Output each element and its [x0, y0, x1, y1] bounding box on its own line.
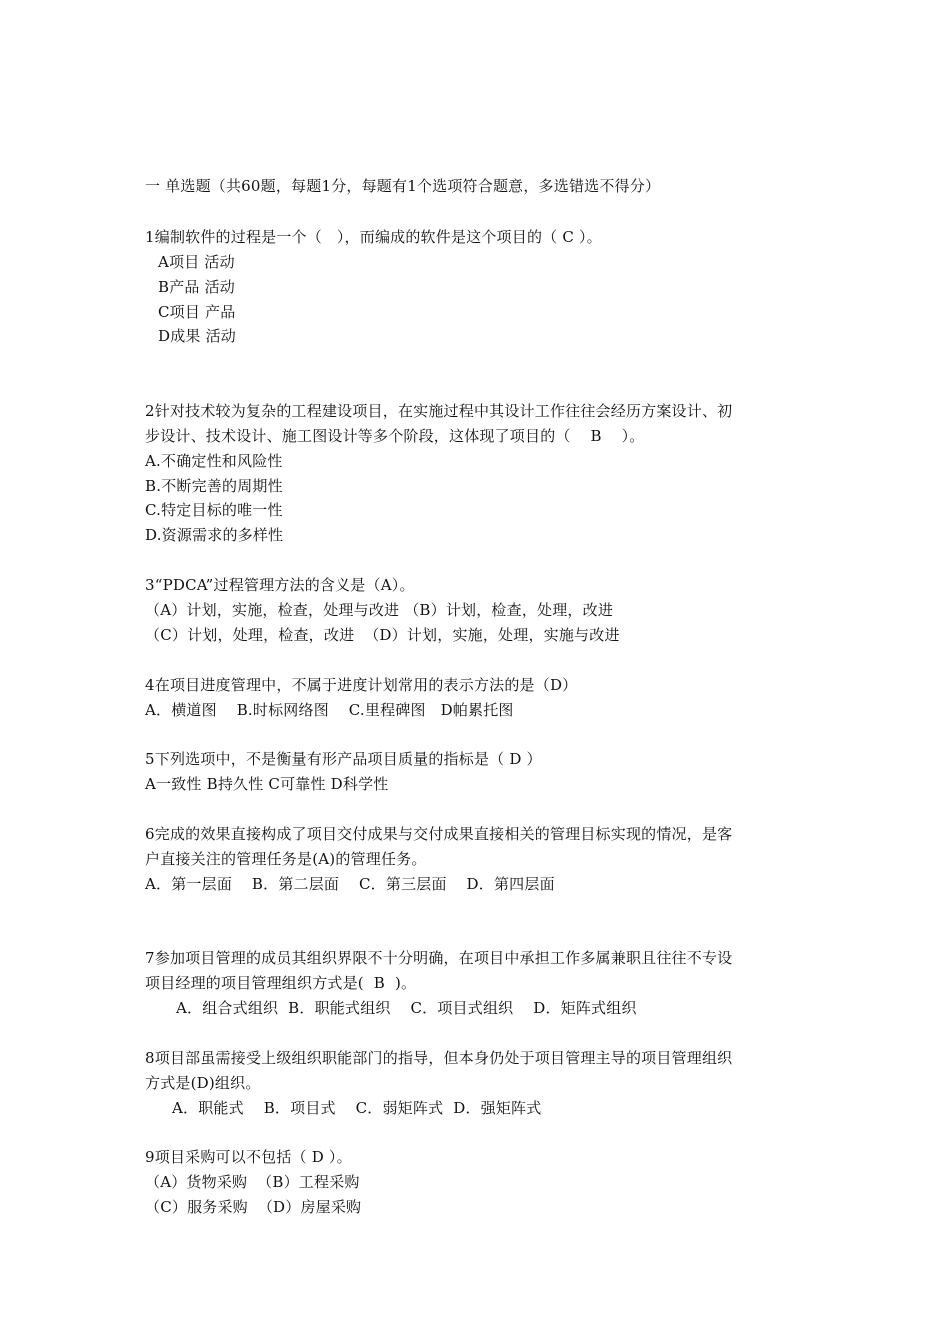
question-7-text-line-1: 7参加项目管理的成员其组织界限不十分明确，在项目中承担工作多属兼职且往往不专设	[145, 949, 733, 967]
question-6-text-line-1: 6完成的效果直接构成了项目交付成果与交付成果直接相关的管理目标实现的情况，是客	[145, 825, 733, 843]
question-2-option-c: C.特定目标的唯一性	[145, 501, 283, 519]
question-2-text-line-2: 步设计、技术设计、施工图设计等多个阶段，这体现了项目的（ B ）。	[145, 427, 645, 445]
question-4-text: 4在项目进度管理中，不属于进度计划常用的表示方法的是（D）	[145, 676, 578, 694]
question-6-text-line-2: 户直接关注的管理任务是(A)的管理任务。	[145, 850, 427, 868]
question-8-options: A．职能式 B．项目式 C．弱矩阵式 D．强矩阵式	[172, 1099, 542, 1117]
question-5-options: A一致性 B持久性 C可靠性 D科学性	[145, 775, 389, 793]
question-9-text: 9项目采购可以不包括（ D ）。	[145, 1148, 352, 1166]
question-2-option-d: D.资源需求的多样性	[145, 526, 284, 544]
question-7-options: A．组合式组织 B．职能式组织 C．项目式组织 D．矩阵式组织	[176, 999, 637, 1017]
question-8-text-line-2: 方式是(D)组织。	[145, 1074, 261, 1092]
question-1-option-d: D成果 活动	[158, 327, 236, 345]
question-5-text: 5下列选项中，不是衡量有形产品项目质量的指标是（ D ）	[145, 750, 542, 768]
question-1-option-b: B产品 活动	[158, 278, 235, 296]
question-3-text: 3“PDCA”过程管理方法的含义是（A）。	[145, 576, 415, 594]
question-6-options: A．第一层面 B．第二层面 C．第三层面 D．第四层面	[145, 875, 555, 893]
question-2-option-a: A.不确定性和风险性	[145, 452, 283, 470]
question-1-option-c: C项目 产品	[158, 303, 236, 321]
question-2-text-line-1: 2针对技术较为复杂的工程建设项目，在实施过程中其设计工作往往会经历方案设计、初	[145, 402, 733, 420]
question-3-options-line-2: （C）计划，处理，检查，改进 （D）计划，实施，处理，实施与改进	[145, 626, 620, 644]
question-1-text: 1编制软件的过程是一个（ ），而编成的软件是这个项目的（ C ）。	[145, 228, 602, 246]
question-8-text-line-1: 8项目部虽需接受上级组织职能部门的指导，但本身仍处于项目管理主导的项目管理组织	[145, 1049, 733, 1067]
question-9-options-line-2: （C）服务采购 （D）房屋采购	[145, 1198, 362, 1216]
question-1-option-a: A项目 活动	[158, 253, 235, 271]
question-2-option-b: B.不断完善的周期性	[145, 477, 283, 495]
question-3-options-line-1: （A）计划，实施，检查，处理与改进 （B）计划，检查，处理，改进	[145, 601, 614, 619]
question-7-text-line-2: 项目经理的项目管理组织方式是( B )。	[145, 974, 417, 992]
section-title: 一 单选题（共60题，每题1分，每题有1个选项符合题意，多选错选不得分）	[145, 177, 661, 195]
question-4-options: A．横道图 B.时标网络图 C.里程碑图 D帕累托图	[145, 701, 514, 719]
question-9-options-line-1: （A）货物采购 （B）工程采购	[145, 1173, 360, 1191]
